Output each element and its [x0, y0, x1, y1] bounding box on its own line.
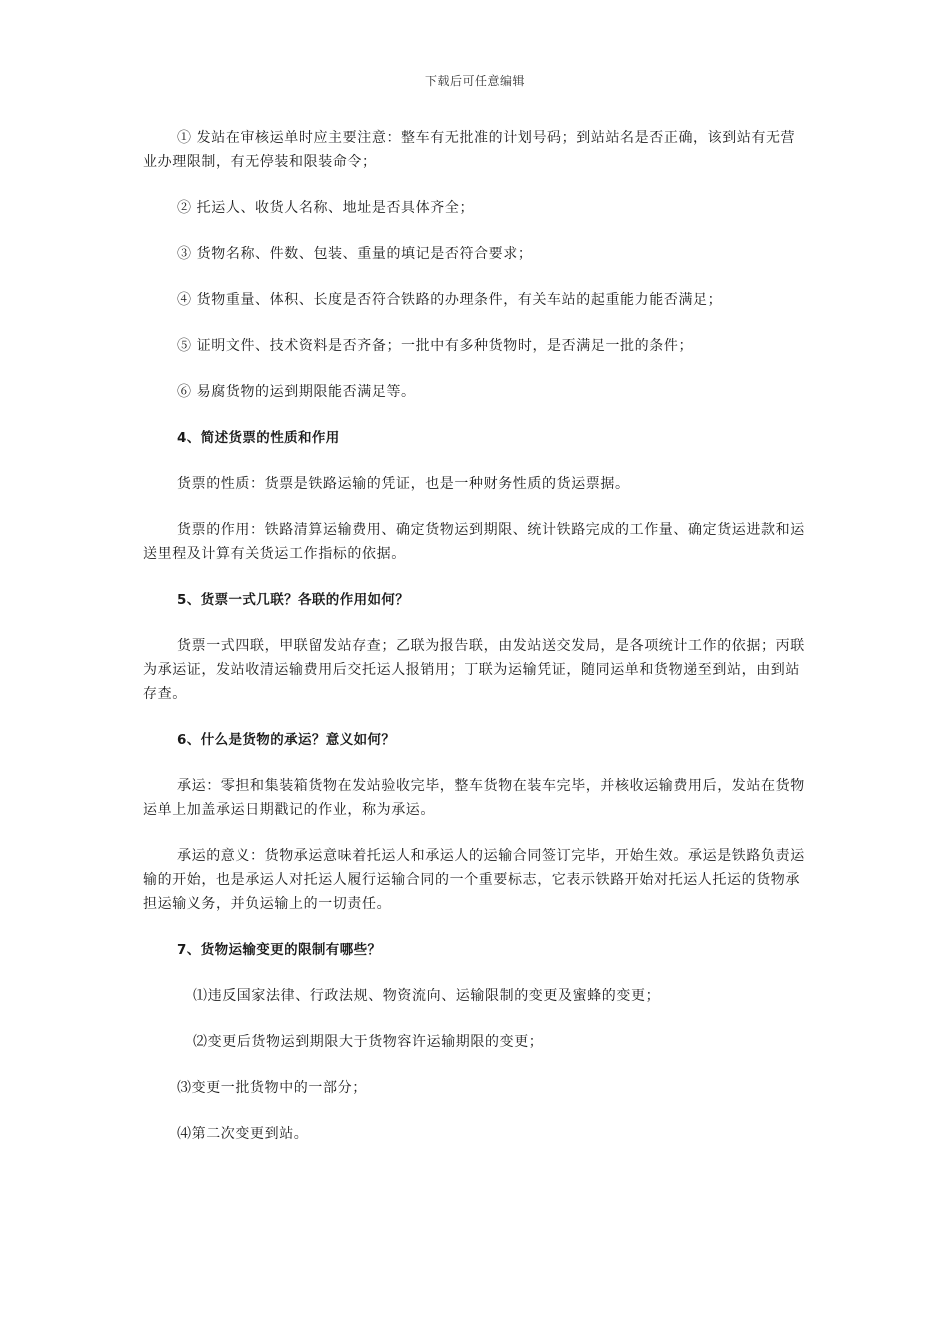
change-limit-1: ⑴违反国家法律、行政法规、物资流向、运输限制的变更及蜜蜂的变更； — [193, 988, 661, 1004]
page-header-note: 下载后可任意编辑 — [424, 74, 525, 88]
section-4-heading: 4、简述货票的性质和作用 — [177, 430, 340, 446]
review-item-2: ② 托运人、收货人名称、地址是否具体齐全； — [177, 200, 475, 216]
waybill-nature: 货票的性质：货票是铁路运输的凭证，也是一种财务性质的货运票据。 — [177, 476, 630, 492]
waybill-copies: 货票一式四联，甲联留发站存查；乙联为报告联，由发站送交发局，是各项统计工作的依据；丙联为承运证，发站收清运输费用后交托运人报销用；丁联为运输凭证，随同运单和货物递至到站，由到站存查。 — [143, 638, 805, 702]
acceptance-meaning: 承运的意义：货物承运意味着托运人和承运人的运输合同签订完毕，开始生效。承运是铁路负责运输的开始，也是承运人对托运人履行运输合同的一个重要标志，它表示铁路开始对托运人托运的货物承担运输义务，并负运输上的一切责任。 — [143, 848, 805, 912]
review-item-1: ① 发站在审核运单时应主要注意：整车有无批准的计划号码；到站站名是否正确，该到站有无营业办理限制，有无停装和限装命令； — [143, 130, 796, 170]
review-item-5: ⑤ 证明文件、技术资料是否齐备；一批中有多种货物时，是否满足一批的条件； — [177, 338, 694, 354]
waybill-function: 货票的作用：铁路清算运输费用、确定货物运到期限、统计铁路完成的工作量、确定货运进款和运送里程及计算有关货运工作指标的依据。 — [143, 522, 805, 562]
change-limit-4: ⑷第二次变更到站。 — [177, 1126, 309, 1142]
change-limit-2: ⑵变更后货物运到期限大于货物容许运输期限的变更； — [193, 1034, 544, 1050]
document-body — [143, 126, 807, 1168]
section-5-heading: 5、货票一式几联？各联的作用如何？ — [177, 592, 410, 608]
review-item-3: ③ 货物名称、件数、包装、重量的填记是否符合要求； — [177, 246, 533, 262]
change-limit-3: ⑶变更一批货物中的一部分； — [177, 1080, 367, 1096]
section-7-heading: 7、货物运输变更的限制有哪些？ — [177, 942, 382, 958]
section-6-heading: 6、什么是货物的承运？意义如何？ — [177, 732, 396, 748]
acceptance-definition: 承运：零担和集装箱货物在发站验收完毕，整车货物在装车完毕，并核收运输费用后，发站在货物运单上加盖承运日期戳记的作业，称为承运。 — [143, 778, 805, 818]
review-item-6: ⑥ 易腐货物的运到期限能否满足等。 — [177, 384, 416, 400]
review-item-4: ④ 货物重量、体积、长度是否符合铁路的办理条件，有关车站的起重能力能否满足； — [177, 292, 723, 308]
